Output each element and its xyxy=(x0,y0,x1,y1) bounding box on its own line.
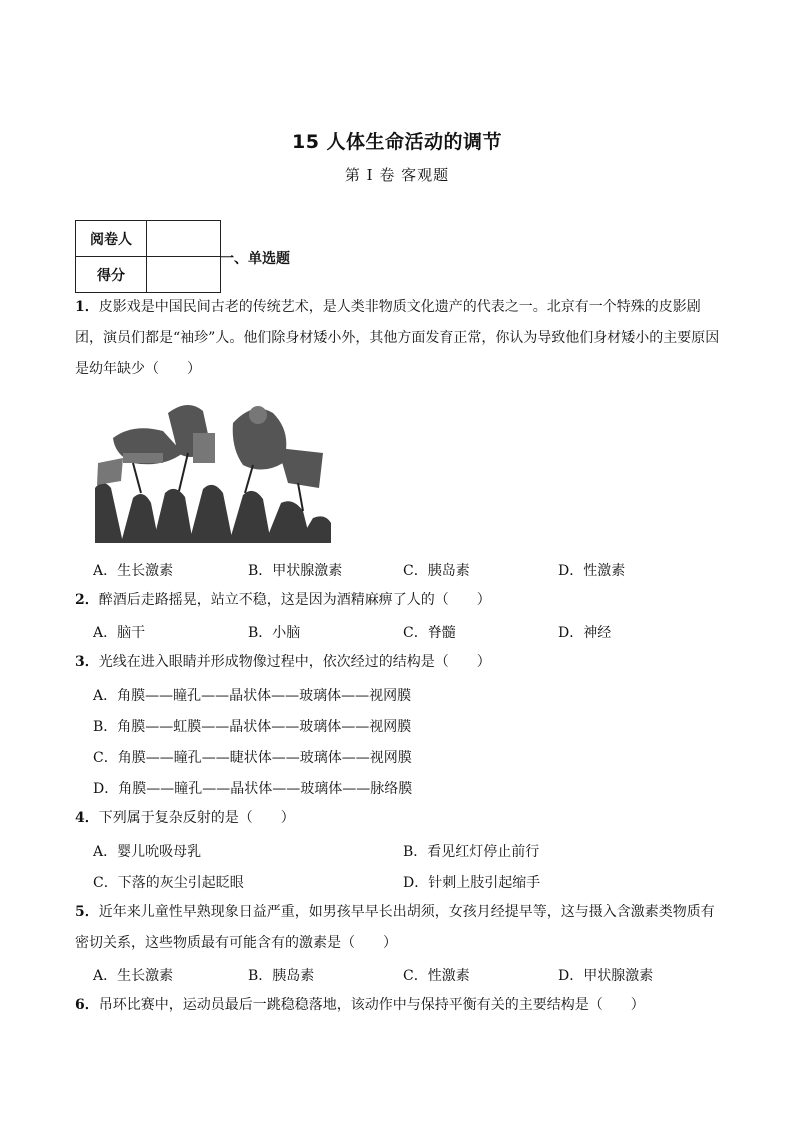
option-d: D．甲状腺激素 xyxy=(558,968,654,984)
score-label: 得分 xyxy=(76,257,147,293)
question-text: 皮影戏是中国民间古老的传统艺术，是人类非物质文化遗产的代表之一。北京有一个特殊的皮影剧团，演员们都是“袖珍”人。他们除身材矮小外，其他方面发育正常，你认为导致他们身材矮小的主要原因是幼年缺少（ ） xyxy=(75,299,720,377)
option-d: D．角膜——瞳孔——晶状体——玻璃体——脉络膜 xyxy=(93,781,413,797)
option-a: A．脑干 xyxy=(93,625,146,641)
question-3 xyxy=(75,647,725,678)
grader-input-cell[interactable] xyxy=(147,221,221,257)
document-title: 15 人体生命活动的调节 xyxy=(291,131,503,153)
option-b: B．看见红灯停止前行 xyxy=(403,844,540,860)
option-c: C．胰岛素 xyxy=(403,563,470,579)
document-subtitle: 第 I 卷 客观题 xyxy=(344,166,450,184)
option-c: C．脊髓 xyxy=(403,625,456,641)
option-d: D．性激素 xyxy=(558,563,626,579)
question-6 xyxy=(75,990,725,1021)
question-1 xyxy=(75,292,725,385)
grader-label: 阅卷人 xyxy=(76,221,147,257)
question-number: 2． xyxy=(75,592,99,608)
question-number: 4． xyxy=(75,810,99,826)
question-text: 下列属于复杂反射的是（ ） xyxy=(98,810,295,826)
option-b: B．小脑 xyxy=(248,625,301,641)
option-a: A．婴儿吮吸母乳 xyxy=(93,844,202,860)
question-number: 6． xyxy=(75,997,99,1013)
question-number: 1． xyxy=(75,299,99,315)
shadow-puppet-figure xyxy=(93,393,331,543)
option-b: B．角膜——虹膜——晶状体——玻璃体——视网膜 xyxy=(93,719,412,735)
option-a: A．生长激素 xyxy=(93,563,174,579)
option-d: D．针刺上肢引起缩手 xyxy=(403,875,541,891)
section-heading: 一、单选题 xyxy=(220,251,290,267)
question-text: 醉酒后走路摇晃，站立不稳，这是因为酒精麻痹了人的（ ） xyxy=(98,592,491,608)
option-c: C．性激素 xyxy=(403,968,470,984)
question-text: 光线在进入眼睛并形成物像过程中，依次经过的结构是（ ） xyxy=(98,654,491,670)
question-text: 吊环比赛中，运动员最后一跳稳稳落地，该动作中与保持平衡有关的主要结构是（ ） xyxy=(98,997,645,1013)
score-input-cell[interactable] xyxy=(147,257,221,293)
question-5 xyxy=(75,897,725,959)
grader-table xyxy=(75,220,221,293)
option-b: B．胰岛素 xyxy=(248,968,315,984)
option-c: C．下落的灰尘引起眨眼 xyxy=(93,875,244,891)
option-d: D．神经 xyxy=(558,625,612,641)
question-4 xyxy=(75,803,725,834)
question-number: 5． xyxy=(75,904,99,920)
question-text: 近年来儿童性早熟现象日益严重，如男孩早早长出胡须，女孩月经提早等，这与摄入含激素类物质有密切关系，这些物质最有可能含有的激素是（ ） xyxy=(75,904,715,951)
option-a: A．角膜——瞳孔——晶状体——玻璃体——视网膜 xyxy=(93,688,412,704)
question-number: 3． xyxy=(75,654,99,670)
option-c: C．角膜——瞳孔——睫状体——玻璃体——视网膜 xyxy=(93,750,412,766)
question-2 xyxy=(75,585,725,616)
option-a: A．生长激素 xyxy=(93,968,174,984)
option-b: B．甲状腺激素 xyxy=(248,563,343,579)
